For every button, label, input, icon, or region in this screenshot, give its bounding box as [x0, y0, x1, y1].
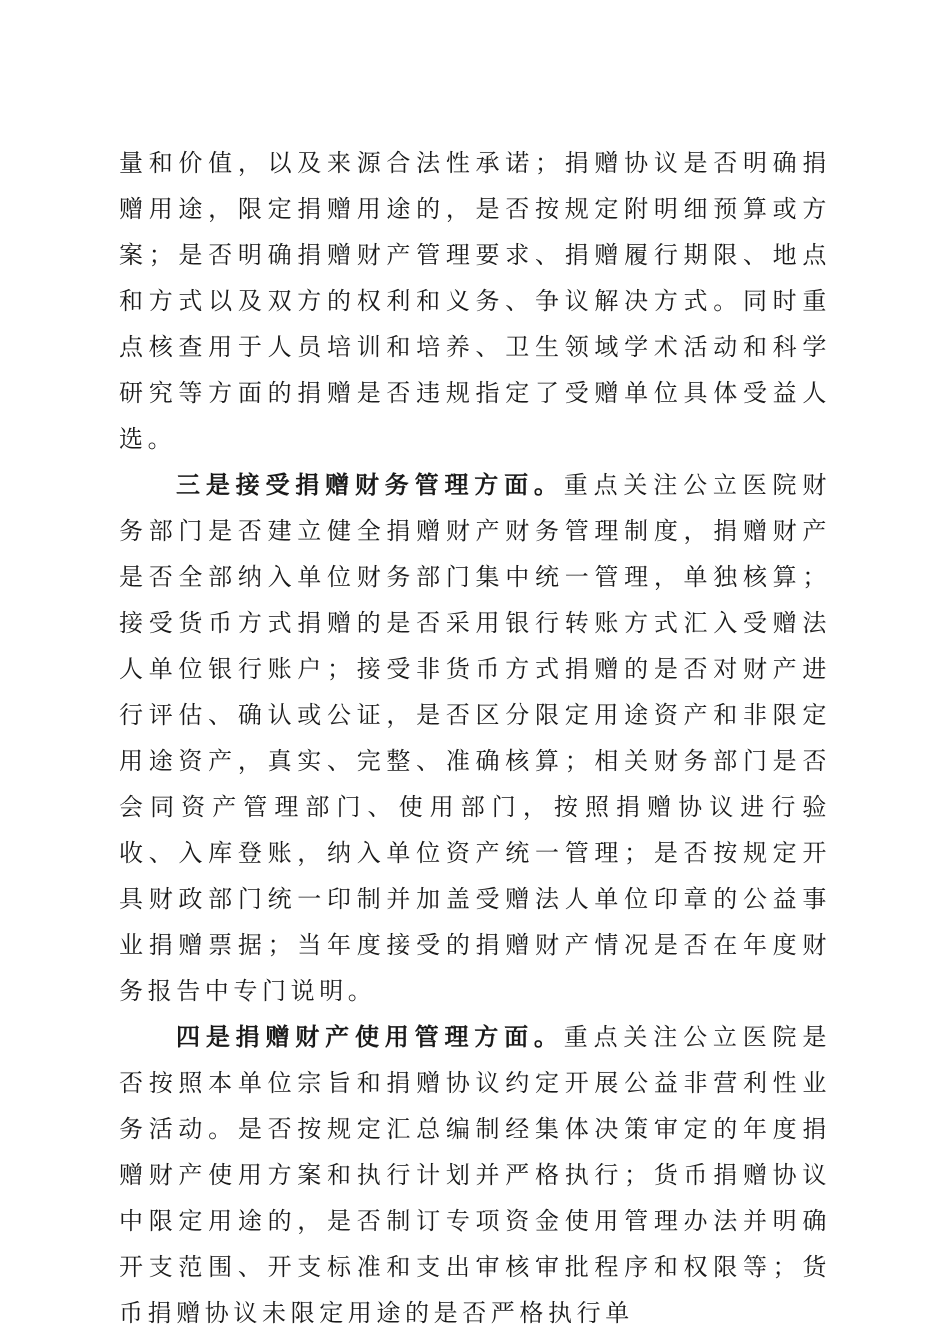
paragraph-body: 重点关注公立医院财务部门是否建立健全捐赠财产财务管理制度，捐赠财产是否全部纳入单位财务部门集中统一管理，单独核算；接受货币方式捐赠的是否采用银行转账方式汇入受赠法人单位银行账户；接受非货币方式捐赠的是否对财产进行评估、确认或公证，是否区分限定用途资产和非限定用途资产，真实、完整、准确核算；相关财务部门是否会同资产管理部门、使用部门，按照捐赠协议进行验收、入库登账，纳入单位资产统一管理；是否按规定开具财政部门统一印制并加盖受赠法人单位印章的公益事业捐赠票据；当年度接受的捐赠财产情况是否在年度财务报告中专门说明。 [119, 471, 831, 1005]
paragraph-financial-management [119, 462, 831, 1014]
paragraph-usage-management [119, 1014, 831, 1336]
body-text [119, 140, 831, 1336]
paragraph-continuation [119, 140, 831, 462]
paragraph-lead: 四是捐赠财产使用管理方面。 [176, 1022, 564, 1051]
paragraph-body: 重点关注公立医院是否按照本单位宗旨和捐赠协议约定开展公益非营利性业务活动。是否按规定汇总编制经集体决策审定的年度捐赠财产使用方案和执行计划并严格执行；货币捐赠协议中限定用途的，是否制订专项资金使用管理办法并明确开支范围、开支标准和支出审核审批程序和权限等；货币捐赠协议未限定用途的是否严格执行单 [119, 1023, 831, 1327]
paragraph-body: 量和价值，以及来源合法性承诺；捐赠协议是否明确捐赠用途，限定捐赠用途的，是否按规定附明细预算或方案；是否明确捐赠财产管理要求、捐赠履行期限、地点和方式以及双方的权利和义务、争议解决方式。同时重点核查用于人员培训和培养、卫生领域学术活动和科学研究等方面的捐赠是否违规指定了受赠单位具体受益人选。 [119, 149, 831, 453]
paragraph-lead: 三是接受捐赠财务管理方面。 [176, 470, 564, 499]
